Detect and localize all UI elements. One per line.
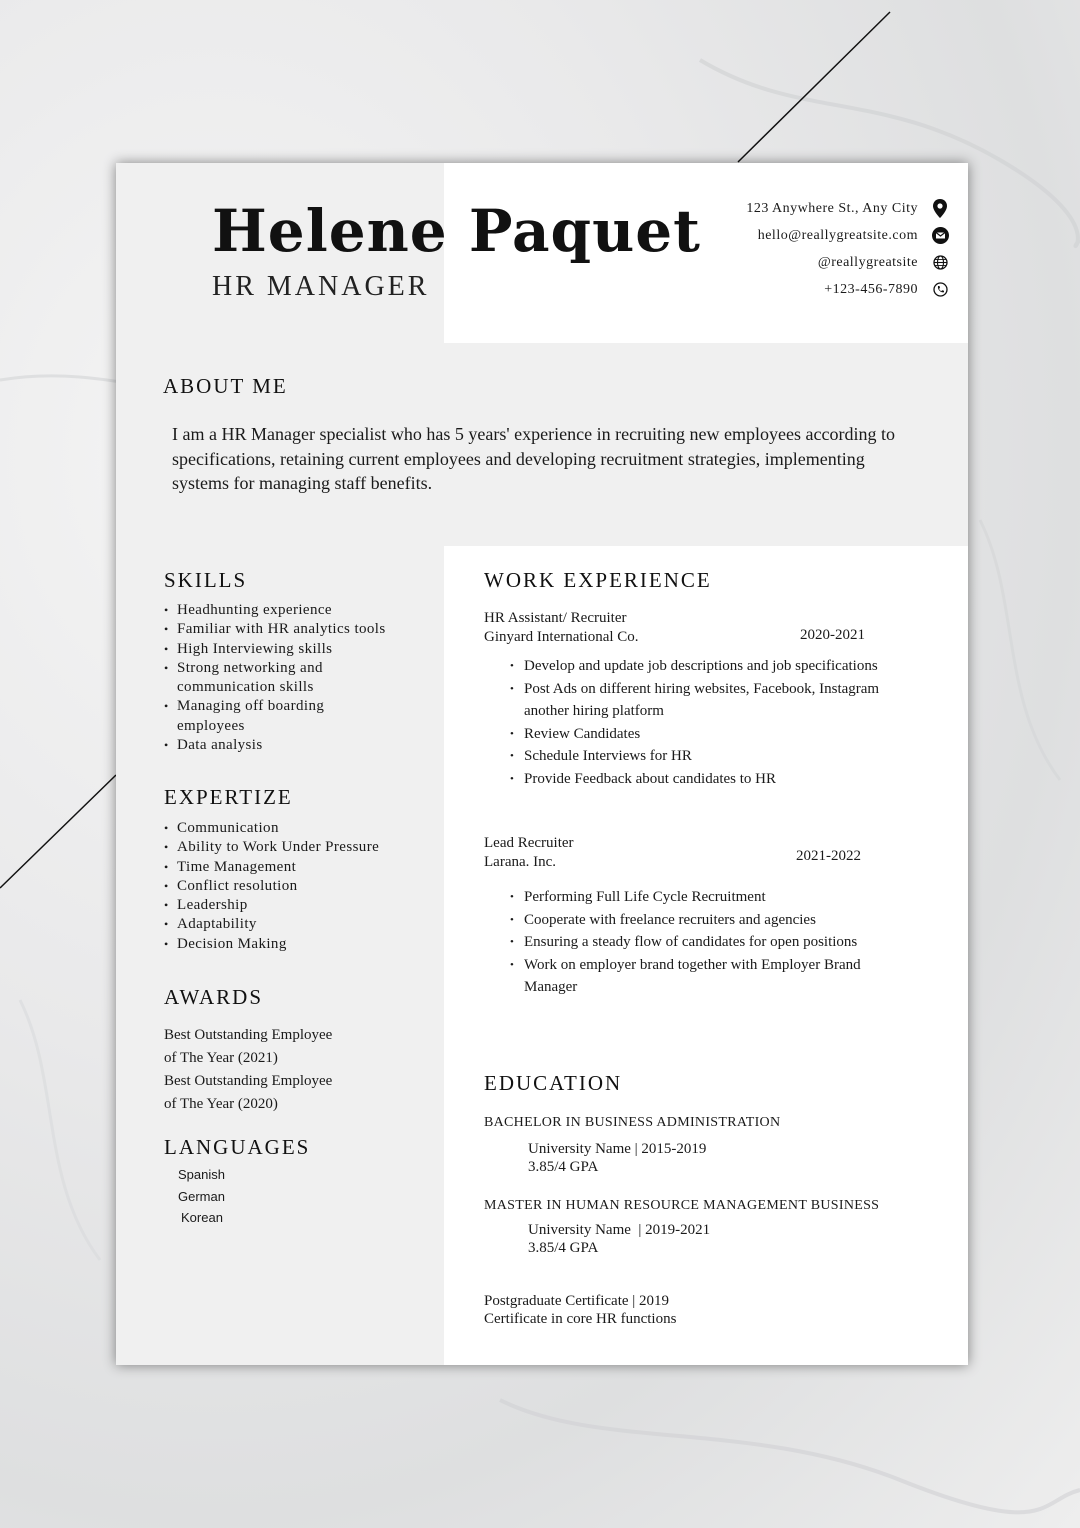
- job-bullet: • Performing Full Life Cycle Recruitment: [510, 886, 900, 909]
- expertize-item: • Communication: [164, 819, 424, 838]
- skill-item: • Headhunting experience: [164, 601, 424, 620]
- contact-address-text: 123 Anywhere St., Any City: [746, 200, 918, 216]
- languages-list: [178, 1164, 378, 1229]
- expertize-item: • Leadership: [164, 896, 424, 915]
- skill-item: • Data analysis: [164, 736, 424, 755]
- job-bullet: • Develop and update job descriptions and job specifications: [510, 655, 930, 678]
- award-line: of The Year (2020): [164, 1096, 278, 1112]
- degree-gpa: 3.85/4 GPA: [528, 1159, 599, 1175]
- contact-email-text[interactable]: hello@reallygreatsite.com: [757, 227, 918, 243]
- email-icon: [930, 226, 950, 246]
- skills-list: [164, 601, 424, 755]
- degree-title: MASTER IN HUMAN RESOURCE MANAGEMENT BUSINESS: [484, 1198, 880, 1213]
- work-heading: WORK EXPERIENCE: [484, 568, 712, 592]
- education-heading: EDUCATION: [484, 1071, 623, 1095]
- job-bullet: • Provide Feedback about candidates to HR: [510, 768, 930, 791]
- resume-page: [116, 163, 968, 1365]
- degree-title: BACHELOR IN BUSINESS ADMINISTRATION: [484, 1115, 781, 1130]
- job-bullet: • Work on employer brand together with Employer Brand Manager: [510, 954, 900, 999]
- awards-list: [164, 1024, 424, 1116]
- degree-gpa: 3.85/4 GPA: [528, 1240, 599, 1256]
- language-item: German: [178, 1188, 225, 1204]
- contact-phone-text[interactable]: +123-456-7890: [824, 281, 918, 297]
- language-item: Spanish: [178, 1167, 225, 1182]
- contact-address: [746, 195, 950, 222]
- expertize-heading: EXPERTIZE: [164, 785, 293, 809]
- expertize-item: • Ability to Work Under Pressure: [164, 838, 424, 857]
- expertize-item: • Conflict resolution: [164, 877, 424, 896]
- job-bullets: [510, 655, 930, 790]
- contact-website-text[interactable]: @reallygreatsite: [817, 254, 918, 270]
- job-bullet: • Schedule Interviews for HR: [510, 745, 930, 768]
- job-bullet: • Post Ads on different hiring websites, Facebook, Instagram another hiring platform: [510, 678, 904, 723]
- degree-school: University Name | 2019-2021: [528, 1222, 711, 1238]
- expertize-item: • Decision Making: [164, 935, 424, 954]
- skill-item: • Strong networking and communication skills: [164, 659, 352, 698]
- about-heading: ABOUT ME: [163, 374, 288, 398]
- job-years: 2020-2021: [800, 627, 865, 643]
- phone-icon: [930, 280, 950, 300]
- location-pin-icon: [930, 199, 950, 219]
- decor-line-left: [0, 775, 116, 888]
- job-bullet: • Ensuring a steady flow of candidates for open positions: [510, 931, 900, 954]
- contact-website[interactable]: [818, 249, 950, 276]
- job-years: 2021-2022: [796, 848, 861, 864]
- languages-heading: LANGUAGES: [164, 1135, 311, 1159]
- awards-heading: AWARDS: [164, 985, 263, 1009]
- skill-item: • High Interviewing skills: [164, 640, 424, 659]
- award-line: Best Outstanding Employee: [164, 1073, 333, 1089]
- certificate-title: Postgraduate Certificate | 2019: [484, 1293, 670, 1309]
- job-company: Ginyard International Co.: [484, 629, 639, 645]
- globe-icon: [930, 253, 950, 273]
- expertize-item: • Time Management: [164, 858, 424, 877]
- award-line: Best Outstanding Employee: [164, 1027, 333, 1043]
- candidate-name: Helene Paquet: [212, 197, 701, 265]
- skill-item: • Familiar with HR analytics tools: [164, 620, 424, 639]
- contact-phone[interactable]: [824, 276, 950, 303]
- certificate-detail: Certificate in core HR functions: [484, 1311, 677, 1327]
- job-title: Lead Recruiter: [484, 835, 574, 851]
- award-line: of The Year (2021): [164, 1050, 278, 1066]
- job-company: Larana. Inc.: [484, 854, 557, 870]
- about-text: I am a HR Manager specialist who has 5 years' experience in recruiting new employees according to specifications, retaining current employees and developing recruitment strategies, implementing systems for managing staff benefits.: [172, 424, 895, 493]
- contact-email[interactable]: [758, 222, 950, 249]
- job-title: HR Assistant/ Recruiter: [484, 610, 627, 626]
- expertize-item: • Adaptability: [164, 915, 424, 934]
- job-bullet: • Review Candidates: [510, 723, 930, 746]
- skills-heading: SKILLS: [164, 568, 248, 592]
- candidate-role: HR MANAGER: [212, 271, 430, 302]
- degree-school: University Name | 2015-2019: [528, 1141, 707, 1157]
- expertize-list: [164, 819, 424, 954]
- job-bullets: [510, 886, 900, 999]
- skill-item: • Managing off boarding employees: [164, 697, 352, 736]
- language-item: Korean: [181, 1210, 223, 1225]
- job-bullet: • Cooperate with freelance recruiters and agencies: [510, 909, 900, 932]
